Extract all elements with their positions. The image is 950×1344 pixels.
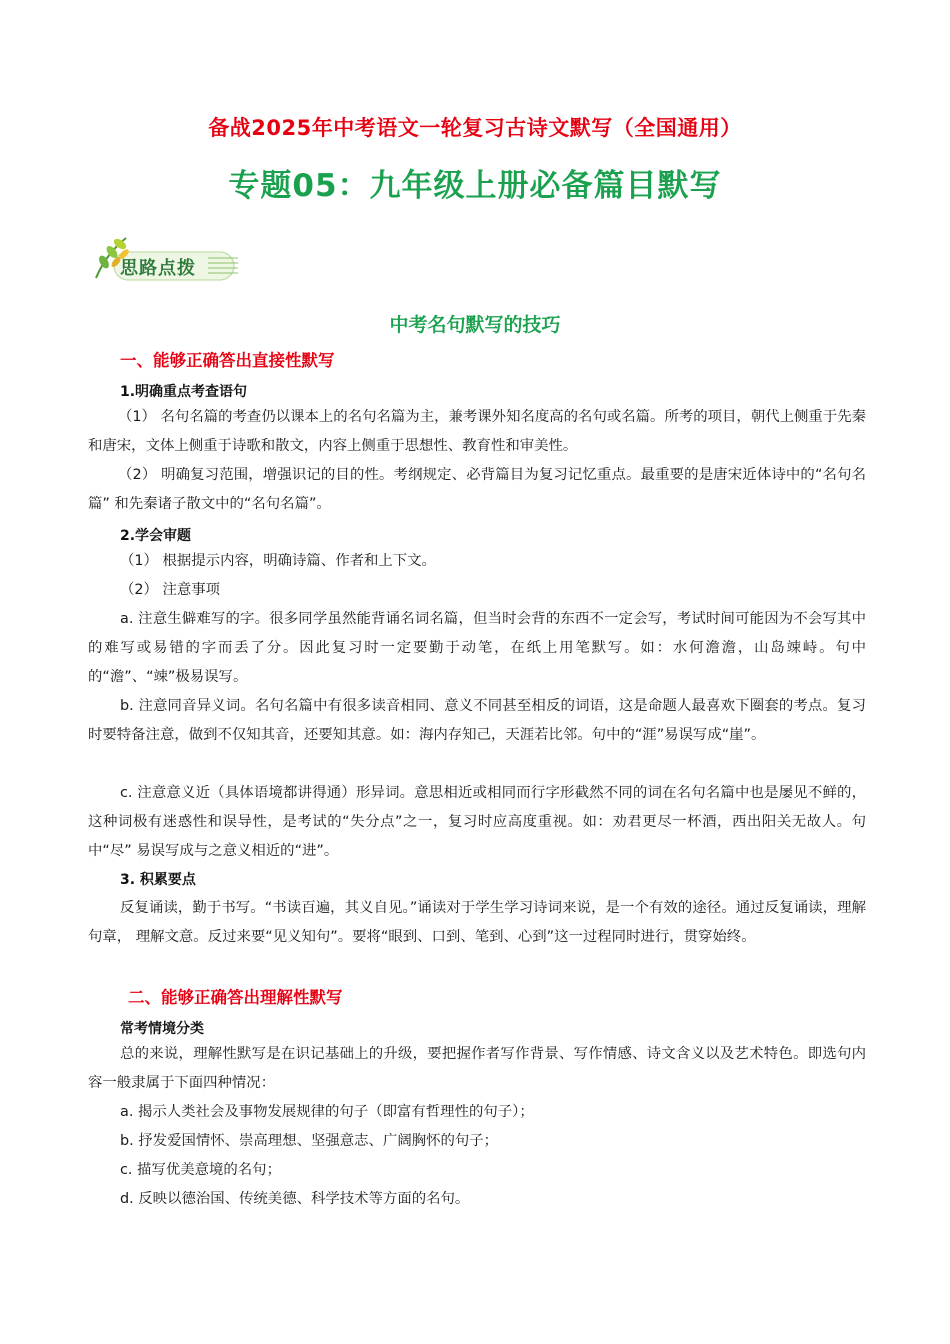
heading-3: 3. 积累要点: [120, 872, 196, 888]
paragraph-2-c: c. 注意意义近（具体语境都讲得通）形异词。意思相近或相同而行字形截然不同的词在名句名篇中也是屡见不鲜的，这种词极有迷惑性和误导性，是考试的“失分点”之一，复习时应高度重视。如：劝君更尽一杯酒，西出阳关无故人。句中“尽” 易误写成与之意义相近的“进”。: [88, 785, 866, 859]
badge-label: 思路点拨: [120, 258, 196, 279]
paragraph-3: 反复诵读，勤于书写。“书读百遍，其义自见。”诵读对于学生学习诗词来说，是一个有效的途径。通过反复诵读，理解句章， 理解文意。反过来要“见义知句”。要将“眼到、口到、笔到、心到”这一过程同时进行，贯穿始终。: [88, 900, 866, 945]
paragraph-2-a: a. 注意生僻难写的字。很多同学虽然能背诵名词名篇，但当时会背的东西不一定会写，考试时间可能因为不会写其中的难写或易错的字而丢了分。因此复习时一定要勤于动笔，在纸上用笔默写。如：水何澹澹，山岛竦峙。句中的“澹”、“竦”极易误写。: [88, 611, 866, 685]
paragraph-2-b: b. 注意同音异义词。名句名篇中有很多读音相同、意义不同甚至相反的词语，这是命题人最喜欢下圈套的考点。复习时要特备注意，做到不仅知其音，还要知其意。如：海内存知己，天涯若比邻。句中的“涯”易误写成“崖”。: [88, 698, 866, 743]
heading-part1: 一、能够正确答出直接性默写: [120, 351, 335, 370]
heading-2: 2.学会审题: [120, 528, 192, 544]
document-subtitle: 专题05：九年级上册必备篇目默写: [228, 168, 722, 204]
paragraph-1-2: （2） 明确复习范围，增强识记的目的性。考纲规定、必背篇目为复习记忆重点。最重要的是唐宋近体诗中的“名句名篇” 和先秦诸子散文中的“名句名篇”。: [88, 467, 866, 512]
heading-part2: 二、能够正确答出理解性默写: [128, 988, 343, 1007]
list-item: a. 揭示人类社会及事物发展规律的句子（即富有哲理性的句子）；: [120, 1104, 534, 1120]
list-item: d. 反映以德治国、传统美德、科学技术等方面的名句。: [120, 1191, 470, 1207]
paragraph-1-1: （1） 名句名篇的考查仍以课本上的名句名篇为主，兼考课外知名度高的名句或名篇。所考的项目，朝代上侧重于先秦和唐宋，文体上侧重于诗歌和散文，内容上侧重于思想性、教育性和审美性。: [88, 409, 866, 454]
section-title: 中考名句默写的技巧: [389, 314, 561, 336]
list-item: b. 抒发爱国情怀、崇高理想、坚强意志、广阔胸怀的句子；: [120, 1133, 499, 1149]
line-2-2: （2） 注意事项: [120, 582, 221, 598]
list-item: c. 描写优美意境的名句；: [120, 1162, 281, 1178]
paragraph-part2: 总的来说，理解性默写是在识记基础上的升级，要把握作者写作背景、写作情感、诗文含义以及艺术特色。即选句内容一般隶属于下面四种情况：: [88, 1046, 866, 1091]
document-title: 备战2025年中考语文一轮复习古诗文默写（全国通用）: [208, 116, 742, 140]
line-2-1: （1） 根据提示内容，明确诗篇、作者和上下文。: [120, 553, 436, 569]
heading-1: 1.明确重点考查语句: [120, 384, 248, 400]
badge-thinking-tips: [88, 232, 248, 288]
heading-part2-sub: 常考情境分类: [120, 1021, 204, 1037]
